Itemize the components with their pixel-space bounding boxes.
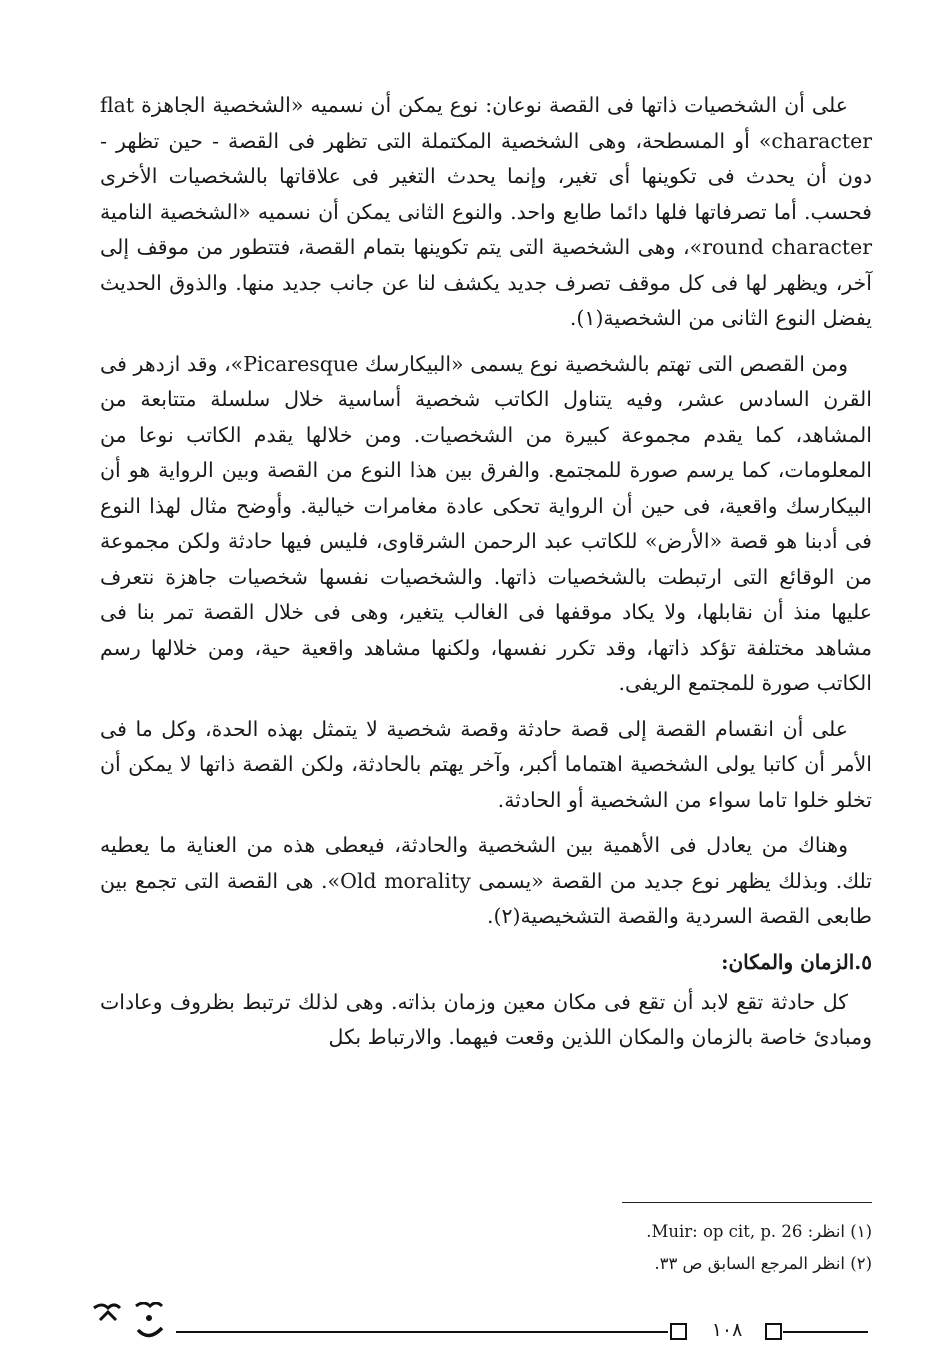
footnotes bbox=[312, 1216, 872, 1280]
footnote-divider bbox=[622, 1202, 872, 1203]
footer-square-icon bbox=[765, 1323, 782, 1340]
paragraph-character-types: على أن الشخصيات ذاتها فى القصة نوعان: نوع يمكن أن نسميه «الشخصية الجاهزة flat character» أو المسطحة، وهى الشخصية المكتملة التى تظهر فى القصة - حين تظهر - دون أن يحدث فى تكوينها أى تغير، وإنما يحدث التغير فى علاقاتها بالشخصيات الأخرى فحسب. أما تصرفاتها فلها دائما طابع واحد. والنوع الثانى يمكن أن نسميه «الشخصية النامية round character»، وهى الشخصية التى يتم تكوينها بتمام القصة، فتتطور من موقف إلى آخر، ويظهر لها فى كل موقف تصرف جديد يكشف لنا عن جانب جديد منها. والذوق الحديث يفضل النوع الثانى من الشخصية(١). bbox=[100, 93, 872, 330]
page-number: ١٠٨ bbox=[711, 1319, 743, 1341]
page-body bbox=[100, 88, 872, 1066]
footnote-2: (٢) انظر المرجع السابق ص ٣٣. bbox=[654, 1254, 872, 1273]
paragraph-old-morality: وهناك من يعادل فى الأهمية بين الشخصية والحادثة، فيعطى هذه من العناية ما يعطيه تلك. وبذلك يظهر نوع جديد من القصة «يسمى Old morality». هى القصة التى تجمع بين طابعى القصة السردية والقصة التشخيصية(٢). bbox=[100, 833, 873, 928]
paragraph-time-place: كل حادثة تقع لابد أن تقع فى مكان معين وزمان بذاته. وهى لذلك ترتبط بظروف وعادات ومبادئ خاصة بالزمان والمكان اللذين وقعت فيهما. والارتباط بكل bbox=[100, 989, 872, 1049]
footer-rule-left bbox=[176, 1331, 668, 1333]
paragraph-event-vs-character: على أن انقسام القصة إلى قصة حادثة وقصة شخصية لا يتمثل بهذه الحدة، وكل ما فى الأمر أن كاتبا يولى الشخصية اهتماما أكبر، وآخر يهتم بالحادثة، ولكن القصة ذاتها لا يمكن أن تخلو خلوا تاما سواء من الشخصية أو الحادثة. bbox=[100, 716, 872, 812]
footnote-1: (١) انظر: Muir: op cit, p. 26. bbox=[646, 1222, 872, 1241]
footer-square-icon bbox=[670, 1323, 687, 1340]
page-footer bbox=[90, 1318, 870, 1348]
paragraph-picaresque: ومن القصص التى تهتم بالشخصية نوع يسمى «البيكارسك Picaresque»، وقد ازدهر فى القرن السادس عشر، وفيه يتناول الكاتب شخصية أساسية خلال سلسلة متتابعة من المشاهد، كما يقدم مجموعة كبيرة من الشخصيات. ومن خلالها يقدم الكاتب نوعا من المعلومات، كما يرسم صورة للمجتمع. والفرق بين هذا النوع من القصة وبين الرواية هو أن البيكارسك واقعية، فى حين أن الرواية تحكى عادة مغامرات خيالية. وأوضح مثال لهذا النوع فى أدبنا هو قصة «الأرض» للكاتب عبد الرحمن الشرقاوى، فليس فيها حادثة ولكن مجموعة من الوقائع التى ارتبطت بالشخصيات ذاتها. والشخصيات نفسها شخصيات جاهزة نتعرف عليها منذ أن نقابلها، ولا يكاد موقفها فى الغالب يتغير، وهى فى خلال القصة تمر بنا فى مشاهد مختلفة تؤكد ذاتها، وقد تكرر نفسها، ولكنها مشاهد واقعية حية، ومن خلالها رسم الكاتب صورة للمجتمع الريفى. bbox=[100, 351, 872, 695]
footer-rule-right bbox=[783, 1331, 868, 1333]
decorative-ornament-icon bbox=[90, 1302, 170, 1350]
section-heading-time-place: ٥.الزمان والمكان: bbox=[721, 949, 872, 974]
